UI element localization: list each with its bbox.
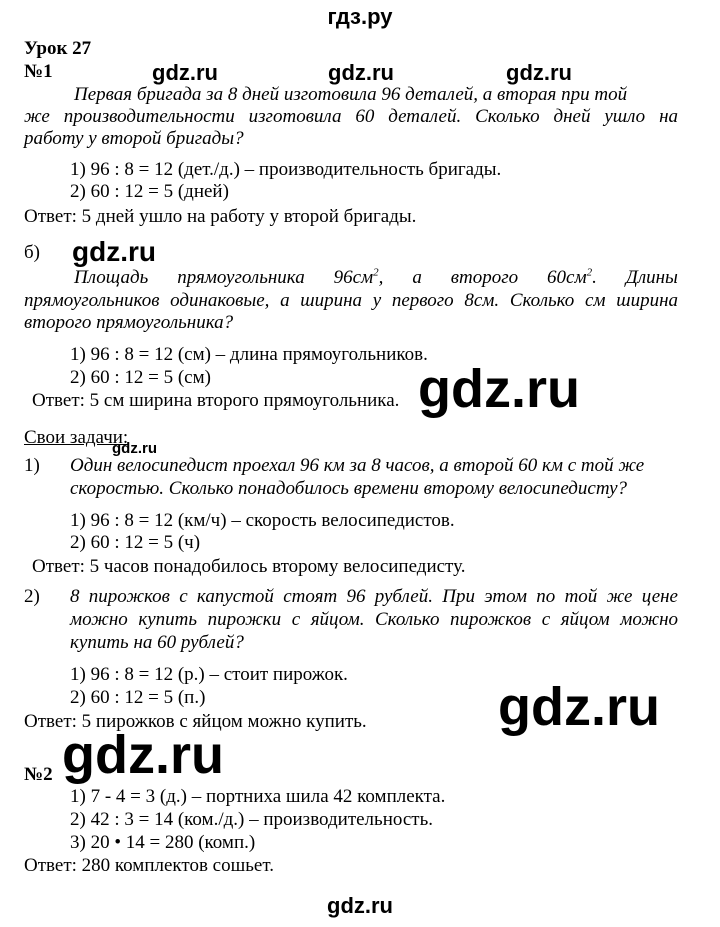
own-task1-step: 1) 96 : 8 = 12 (км/ч) – скорость велосипедистов. — [70, 510, 455, 531]
own-task1-label: 1) — [24, 455, 40, 476]
own-task2-label: 2) — [24, 586, 40, 607]
task1a-step: 2) 60 : 12 = 5 (дней) — [70, 181, 229, 202]
problem-word: $96см^2$, — [333, 266, 384, 288]
task1a-answer: Ответ: 5 дней ушло на работу у второй бригады. — [24, 206, 417, 227]
own-task2-answer: Ответ: 5 пирожков с яйцом можно купить. — [24, 711, 367, 732]
task2-step: 2) 42 : 3 = 14 (ком./д.) – производительность. — [70, 809, 433, 830]
task2-step: 3) 20 • 14 = 280 (комп.) — [70, 832, 256, 853]
task1b-problem-line: второго прямоугольника? — [24, 312, 234, 333]
task1b-label: б) — [24, 242, 40, 263]
task1b-problem-line: прямоугольников одинаковые, а ширина у первого 8см. Сколько см ширина — [24, 290, 678, 311]
own-task1-step: 2) 60 : 12 = 5 (ч) — [70, 532, 201, 553]
problem-word: второго — [450, 267, 519, 288]
own-task1-problem-line: скоростью. Сколько понадобилось времени второму велосипедисту? — [70, 478, 628, 499]
watermark: gdz.ru — [418, 359, 580, 419]
task1b-problem-line — [74, 267, 678, 289]
task1b-step: 1) 96 : 8 = 12 (см) – длина прямоугольников. — [70, 344, 428, 365]
task1-number: №1 — [24, 61, 53, 82]
task1b-step: 2) 60 : 12 = 5 (см) — [70, 367, 211, 388]
task2-step: 1) 7 - 4 = 3 (д.) – портниха шила 42 комплекта. — [70, 786, 446, 807]
task1a-problem-line: работу у второй бригады? — [24, 128, 244, 149]
problem-word: Длины — [625, 267, 678, 288]
own-task2-step: 2) 60 : 12 = 5 (п.) — [70, 687, 206, 708]
problem-word: $60см^2$. — [547, 266, 597, 288]
own-task1-answer: Ответ: 5 часов понадобилось второму велосипедисту. — [32, 556, 466, 577]
own-task2-problem-line: 8 пирожков с капустой стоят 96 рублей. При этом по той же цене — [70, 586, 678, 607]
lesson-title: Урок 27 — [24, 38, 92, 59]
own-task2-step: 1) 96 : 8 = 12 (р.) – стоит пирожок. — [70, 664, 348, 685]
watermark: gdz.ru — [112, 440, 157, 457]
problem-word: прямоугольника — [177, 267, 305, 288]
watermark: gdz.ru — [328, 60, 394, 85]
task1a-problem-line: Первая бригада за 8 дней изготовила 96 деталей, а вторая при той — [74, 84, 628, 105]
task1a-problem-line: же производительности изготовила 60 деталей. Сколько дней ушло на — [24, 106, 678, 127]
problem-word: а — [412, 267, 422, 288]
watermark: gdz.ru — [152, 60, 218, 85]
watermark: gdz.ru — [72, 236, 156, 267]
own-task2-problem-line: можно купить пирожки с яйцом. Сколько пирожков с яйцом можно — [70, 609, 678, 630]
own-task2-problem-line: купить на 60 рублей? — [70, 632, 244, 653]
task1b-answer: Ответ: 5 см ширина второго прямоугольника. — [32, 390, 400, 411]
own-tasks-heading: Свои задачи: — [24, 427, 129, 448]
own-task1-problem-line: Один велосипедист проехал 96 км за 8 часов, а второй 60 км с той же — [70, 455, 645, 476]
task2-answer: Ответ: 280 комплектов сошьет. — [24, 855, 274, 876]
watermark: gdz.ru — [62, 725, 224, 785]
task2-number: №2 — [24, 764, 53, 785]
watermark: gdz.ru — [506, 60, 572, 85]
watermark: gdz.ru — [327, 893, 393, 918]
task1a-step: 1) 96 : 8 = 12 (дет./д.) – производительность бригады. — [70, 159, 502, 180]
watermark: gdz.ru — [498, 677, 660, 737]
site-header: гдз.ру — [327, 4, 393, 29]
problem-word: Площадь — [74, 267, 149, 288]
